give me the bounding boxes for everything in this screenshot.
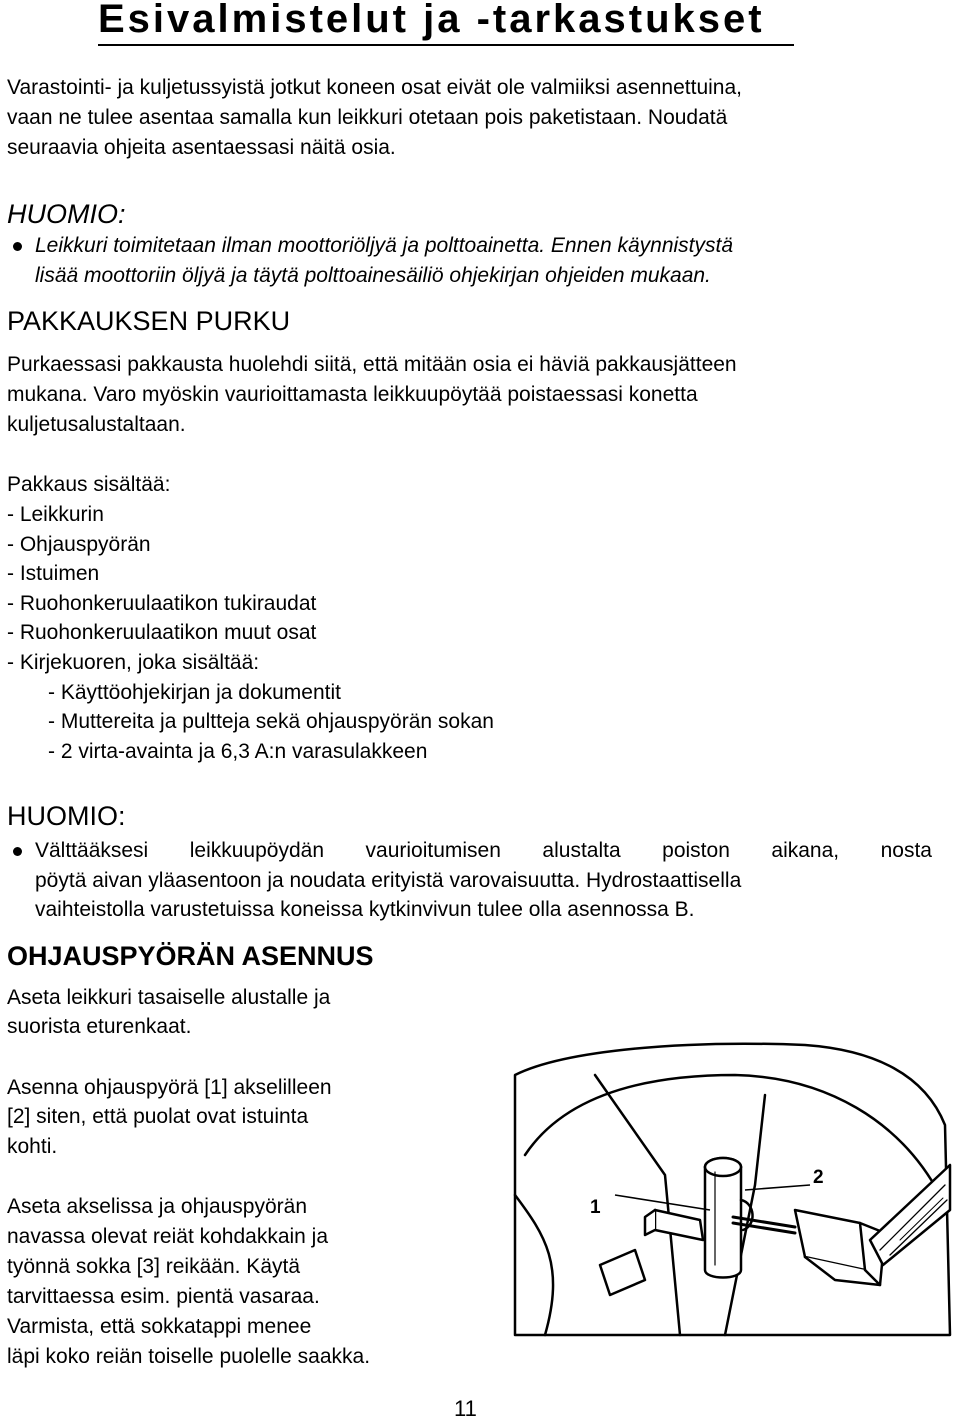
note1-line-2: lisää moottoriin öljyä ja täytä polttoainesäiliö ohjekirjan ohjeiden mukaan.: [35, 263, 711, 287]
steering-p1-line-1: Aseta leikkuri tasaiselle alustalle ja: [7, 986, 331, 1009]
note2-line-2: pöytä aivan yläasentoon ja noudata erityistä varovaisuutta. Hydrostaattisella: [35, 868, 742, 892]
steering-p3-line-5: Varmista, että sokkatappi menee: [7, 1315, 312, 1338]
note2-line-1: Välttääksesi leikkuupöydän vaurioitumisen alustalta poiston aikana, nosta: [35, 839, 932, 862]
list-item: - Kirjekuoren, joka sisältää:: [7, 650, 260, 674]
note1-line-1: Leikkuri toimitetaan ilman moottoriöljyä ja polttoainetta. Ennen käynnistystä: [35, 234, 734, 257]
steering-p2-line-1: Asenna ohjauspyörä [1] akselilleen: [7, 1076, 332, 1099]
list-item: - Leikkurin: [7, 503, 104, 526]
intro-line-2: vaan ne tulee asentaa samalla kun leikkuri otetaan pois paketistaan. Noudatä: [7, 106, 728, 129]
steering-p3-line-3: työnnä sokka [3] reikään. Käytä: [7, 1255, 301, 1278]
list-subitem: - 2 virta-avainta ja 6,3 A:n varasulakkeen: [48, 739, 428, 763]
list-item: - Ohjauspyörän: [7, 532, 151, 556]
steering-illustration: [505, 1035, 955, 1345]
steering-p2-line-3: kohti.: [7, 1135, 58, 1158]
figure-label-1: 1: [590, 1197, 601, 1218]
note2-line-3: vaihteistolla varustetuissa koneissa kytkinvivun tulee olla asennossa B.: [35, 898, 695, 921]
note2-heading: HUOMIO:: [7, 801, 126, 831]
list-item: - Ruohonkeruulaatikon tukiraudat: [7, 591, 317, 615]
steering-p3-line-1: Aseta akselissa ja ohjauspyörän: [7, 1195, 308, 1218]
package-list: [7, 500, 494, 766]
steering-p2-line-2: [2] siten, että puolat ovat istuinta: [7, 1105, 309, 1128]
figure-label-2: 2: [813, 1167, 824, 1188]
bullet-icon: [13, 242, 22, 251]
list-item: - Ruohonkeruulaatikon muut osat: [7, 621, 317, 645]
unpacking-line-1: Purkaessasi pakkausta huolehdi siitä, että mitään osia ei häviä pakkausjätteen: [7, 353, 737, 376]
steering-p3-line-6: läpi koko reiän toiselle puolelle saakka.: [7, 1345, 371, 1368]
intro-line-1: Varastointi- ja kuljetussyistä jotkut koneen osat eivät ole valmiiksi asennettuina,: [7, 76, 742, 99]
package-intro: Pakkaus sisältää:: [7, 473, 171, 496]
steering-p1-line-2: suorista eturenkaat.: [7, 1015, 192, 1038]
unpacking-heading: PAKKAUKSEN PURKU: [7, 306, 291, 336]
unpacking-line-3: kuljetusalustaltaan.: [7, 413, 186, 436]
steering-p3-line-4: tarvittaessa esim. pientä vasaraa.: [7, 1285, 320, 1308]
note2-bullet: [7, 836, 932, 925]
list-subitem: - Käyttöohjekirjan ja dokumentit: [48, 680, 341, 704]
intro-line-3: seuraavia ohjeita asentaessasi näitä osia.: [7, 136, 396, 159]
note1-heading: HUOMIO:: [7, 199, 126, 229]
list-item: - Istuimen: [7, 562, 100, 586]
note1-bullet: [7, 231, 932, 290]
bullet-icon: [13, 847, 22, 856]
page-number: 11: [454, 1396, 477, 1421]
steering-p3-line-2: navassa olevat reiät kohdakkain ja: [7, 1225, 329, 1248]
list-subitem: - Muttereita ja pultteja sekä ohjauspyörän sokan: [48, 710, 494, 734]
unpacking-line-2: mukana. Varo myöskin vaurioittamasta leikkuupöytää poistaessasi konetta: [7, 383, 698, 406]
steering-heading: OHJAUSPYÖRÄN ASENNUS: [7, 941, 374, 971]
steering-shaft-drawing: [505, 1035, 955, 1345]
page-title: Esivalmistelut ja -tarkastukset: [98, 0, 794, 46]
